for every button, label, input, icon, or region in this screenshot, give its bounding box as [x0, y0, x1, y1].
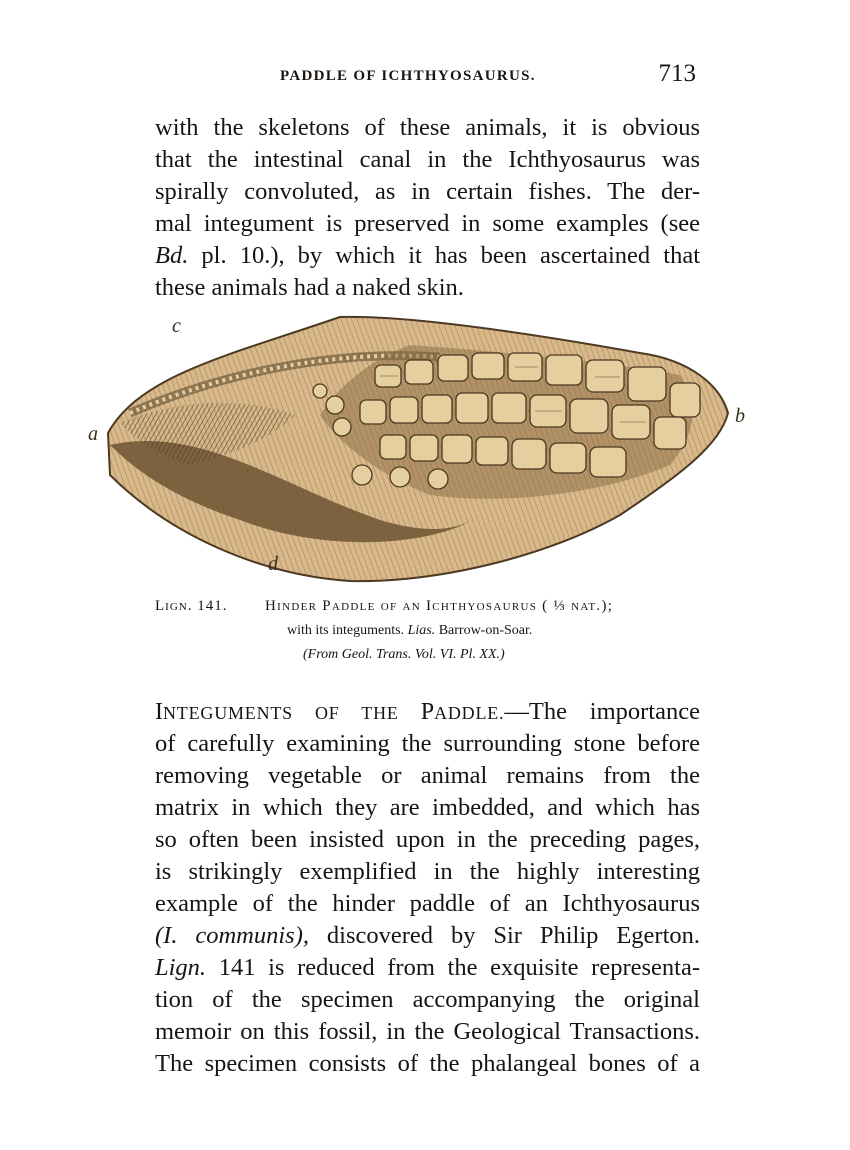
text-line: so often been insisted upon in the preceding pages,: [155, 826, 700, 853]
section-heading-line: [155, 696, 700, 728]
text-line-rest: discovered by Sir Philip Egerton.: [309, 922, 700, 949]
label-d: d: [268, 553, 278, 575]
caption-text: with its integuments.: [287, 623, 408, 638]
paragraph-integuments: [155, 696, 700, 1080]
text-line-rest: 141 is reduced from the exquisite representa-: [206, 954, 700, 981]
text-line: mal integument is preserved in some examples (see: [155, 210, 700, 237]
label-b: b: [735, 405, 745, 427]
text-line: that the intestinal canal in the Ichthyosaurus was: [155, 146, 700, 173]
text-line: is strikingly exemplified in the highly interesting: [155, 858, 700, 885]
caption-source: (From Geol. Trans. Vol. VI. Pl. XX.): [303, 647, 505, 662]
heading-initial: I: [155, 699, 163, 725]
label-c: c: [172, 315, 181, 337]
paddle-engraving: [80, 305, 760, 595]
text-line: [155, 952, 700, 984]
paddle-figure: [80, 305, 760, 595]
figure-caption: [155, 598, 715, 678]
species-name: (I. communis),: [155, 922, 309, 949]
caption-text: Barrow-on-Soar.: [435, 623, 533, 638]
text-line: spirally convoluted, as in certain fishes. The der-: [155, 178, 700, 205]
page-number: 713: [658, 60, 696, 87]
text-line: of carefully examining the surrounding stone before: [155, 730, 700, 757]
text-line: with the skeletons of these animals, it is obvious: [155, 114, 700, 141]
text-line: removing vegetable or animal remains from the: [155, 762, 700, 789]
text-line: [155, 920, 700, 952]
text-line: The specimen consists of the phalangeal bones of a: [155, 1050, 700, 1077]
text-line: example of the hinder paddle of an Ichthyosaurus: [155, 890, 700, 917]
text-line: [155, 240, 700, 272]
text-line: these animals had a naked skin.: [155, 274, 464, 301]
bd-reference: Bd.: [155, 242, 189, 269]
paragraph-intestinal: [155, 112, 700, 304]
text-line: tion of the specimen accompanying the original: [155, 986, 700, 1013]
heading-text: NTEGUMENTS OF THE: [163, 703, 421, 723]
text-line: memoir on this fossil, in the Geological Transactions.: [155, 1018, 700, 1045]
lign-reference: Lign.: [155, 954, 207, 981]
heading-initial: P: [420, 699, 435, 725]
running-title: PADDLE OF ICHTHYOSAURUS.: [280, 68, 536, 84]
caption-title: Hinder Paddle of an Ichthyosaurus ( ⅓ nat.);: [265, 598, 614, 614]
caption-lias: Lias.: [407, 623, 436, 638]
caption-line: [287, 623, 532, 639]
text-line: matrix in which they are imbedded, and which has: [155, 794, 700, 821]
text-line-rest: pl. 10.), by which it has been ascertained that: [188, 242, 700, 269]
heading-text: ADDLE.: [434, 703, 505, 723]
running-head: [155, 62, 700, 92]
figure-number: Lign. 141.: [155, 598, 228, 614]
label-a: a: [88, 423, 98, 445]
text-line-rest: —The importance: [504, 698, 700, 725]
